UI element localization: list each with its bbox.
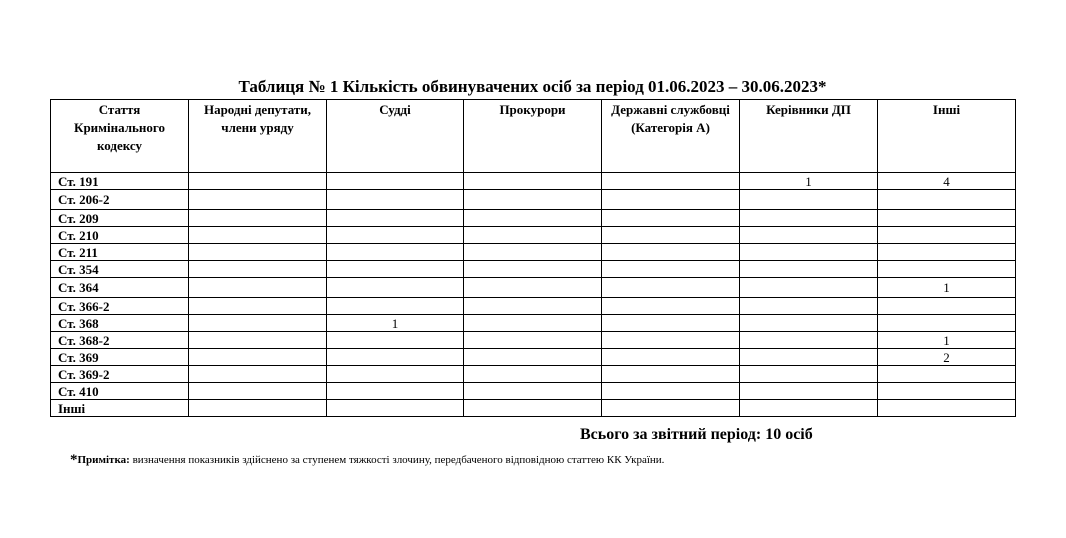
value-cell — [740, 261, 878, 278]
value-cell — [189, 173, 327, 190]
value-cell — [878, 298, 1016, 315]
value-cell — [189, 227, 327, 244]
header-prosecutors: Прокурори — [464, 100, 602, 173]
value-cell — [464, 332, 602, 349]
header-judges: Судді — [327, 100, 464, 173]
value-cell — [602, 315, 740, 332]
value-cell — [602, 210, 740, 227]
article-cell: Ст. 366-2 — [51, 298, 189, 315]
value-cell — [464, 349, 602, 366]
table-row — [51, 383, 1016, 400]
article-cell: Ст. 191 — [51, 173, 189, 190]
value-cell — [740, 332, 878, 349]
header-others: Інші — [878, 100, 1016, 173]
value-cell — [327, 298, 464, 315]
value-cell — [740, 400, 878, 417]
table-row — [51, 244, 1016, 261]
value-cell — [602, 349, 740, 366]
article-cell: Ст. 410 — [51, 383, 189, 400]
header-article: Стаття Кримінального кодексу — [51, 100, 189, 173]
value-cell — [464, 190, 602, 210]
footnote-text: визначення показників здійснено за ступенем тяжкості злочину, передбаченого відповідною статтею КК України. — [129, 454, 665, 466]
footnote-label: Примітка: — [77, 454, 130, 466]
value-cell — [327, 227, 464, 244]
value-cell — [464, 366, 602, 383]
value-cell — [189, 315, 327, 332]
value-cell — [464, 278, 602, 298]
header-deputies: Народні депутати, члени уряду — [189, 100, 327, 173]
value-cell — [189, 332, 327, 349]
table-row — [51, 315, 1016, 332]
data-table — [50, 99, 1016, 417]
value-cell — [602, 227, 740, 244]
table-row — [51, 366, 1016, 383]
value-cell — [327, 332, 464, 349]
value-cell — [189, 244, 327, 261]
header-civil-servants: Державні службовці (Категорія А) — [602, 100, 740, 173]
value-cell — [464, 210, 602, 227]
value-cell — [189, 349, 327, 366]
table-row — [51, 349, 1016, 366]
value-cell — [740, 278, 878, 298]
value-cell — [602, 400, 740, 417]
footnote — [70, 452, 664, 469]
value-cell — [464, 173, 602, 190]
value-cell — [327, 173, 464, 190]
value-cell: 1 — [878, 332, 1016, 349]
value-cell — [740, 210, 878, 227]
article-cell: Інші — [51, 400, 189, 417]
value-cell — [878, 366, 1016, 383]
article-cell: Ст. 369 — [51, 349, 189, 366]
value-cell: 1 — [327, 315, 464, 332]
table-row — [51, 332, 1016, 349]
table-row — [51, 190, 1016, 210]
value-cell — [464, 315, 602, 332]
table-header-row — [51, 100, 1016, 173]
value-cell — [878, 315, 1016, 332]
value-cell — [327, 366, 464, 383]
value-cell — [189, 261, 327, 278]
article-cell: Ст. 211 — [51, 244, 189, 261]
value-cell — [189, 383, 327, 400]
table-row — [51, 278, 1016, 298]
value-cell — [464, 244, 602, 261]
article-cell: Ст. 368 — [51, 315, 189, 332]
value-cell — [327, 278, 464, 298]
value-cell — [464, 298, 602, 315]
value-cell — [602, 278, 740, 298]
value-cell — [740, 298, 878, 315]
value-cell — [602, 173, 740, 190]
value-cell — [878, 383, 1016, 400]
article-cell: Ст. 206-2 — [51, 190, 189, 210]
value-cell — [327, 383, 464, 400]
value-cell — [464, 261, 602, 278]
value-cell — [189, 400, 327, 417]
value-cell — [878, 261, 1016, 278]
table-row — [51, 261, 1016, 278]
footnote-star: * — [70, 452, 78, 468]
value-cell — [189, 190, 327, 210]
value-cell — [602, 244, 740, 261]
value-cell — [740, 315, 878, 332]
value-cell — [602, 298, 740, 315]
table-row — [51, 400, 1016, 417]
table-row — [51, 210, 1016, 227]
value-cell: 2 — [878, 349, 1016, 366]
value-cell — [602, 332, 740, 349]
value-cell — [327, 349, 464, 366]
value-cell — [878, 190, 1016, 210]
value-cell — [878, 227, 1016, 244]
value-cell — [878, 244, 1016, 261]
value-cell — [327, 190, 464, 210]
value-cell — [740, 244, 878, 261]
value-cell — [189, 366, 327, 383]
article-cell: Ст. 364 — [51, 278, 189, 298]
article-cell: Ст. 209 — [51, 210, 189, 227]
article-cell: Ст. 368-2 — [51, 332, 189, 349]
value-cell — [740, 227, 878, 244]
value-cell — [189, 278, 327, 298]
value-cell — [878, 210, 1016, 227]
value-cell — [189, 298, 327, 315]
value-cell — [602, 261, 740, 278]
value-cell — [740, 383, 878, 400]
value-cell — [189, 210, 327, 227]
table-title: Таблиця № 1 Кількість обвинувачених осіб за період 01.06.2023 – 30.06.2023* — [238, 77, 827, 96]
value-cell — [464, 227, 602, 244]
value-cell: 4 — [878, 173, 1016, 190]
article-cell: Ст. 210 — [51, 227, 189, 244]
article-cell: Ст. 354 — [51, 261, 189, 278]
value-cell — [327, 244, 464, 261]
value-cell — [327, 400, 464, 417]
table-row — [51, 298, 1016, 315]
value-cell: 1 — [878, 278, 1016, 298]
value-cell — [602, 383, 740, 400]
table-row — [51, 173, 1016, 190]
value-cell — [878, 400, 1016, 417]
value-cell: 1 — [740, 173, 878, 190]
header-state-enterprise-heads: Керівники ДП — [740, 100, 878, 173]
value-cell — [327, 210, 464, 227]
value-cell — [327, 261, 464, 278]
value-cell — [464, 400, 602, 417]
total-summary: Всього за звітний період: 10 осіб — [580, 426, 813, 443]
value-cell — [602, 190, 740, 210]
article-cell: Ст. 369-2 — [51, 366, 189, 383]
value-cell — [602, 366, 740, 383]
value-cell — [740, 349, 878, 366]
table-row — [51, 227, 1016, 244]
value-cell — [464, 383, 602, 400]
value-cell — [740, 190, 878, 210]
value-cell — [740, 366, 878, 383]
